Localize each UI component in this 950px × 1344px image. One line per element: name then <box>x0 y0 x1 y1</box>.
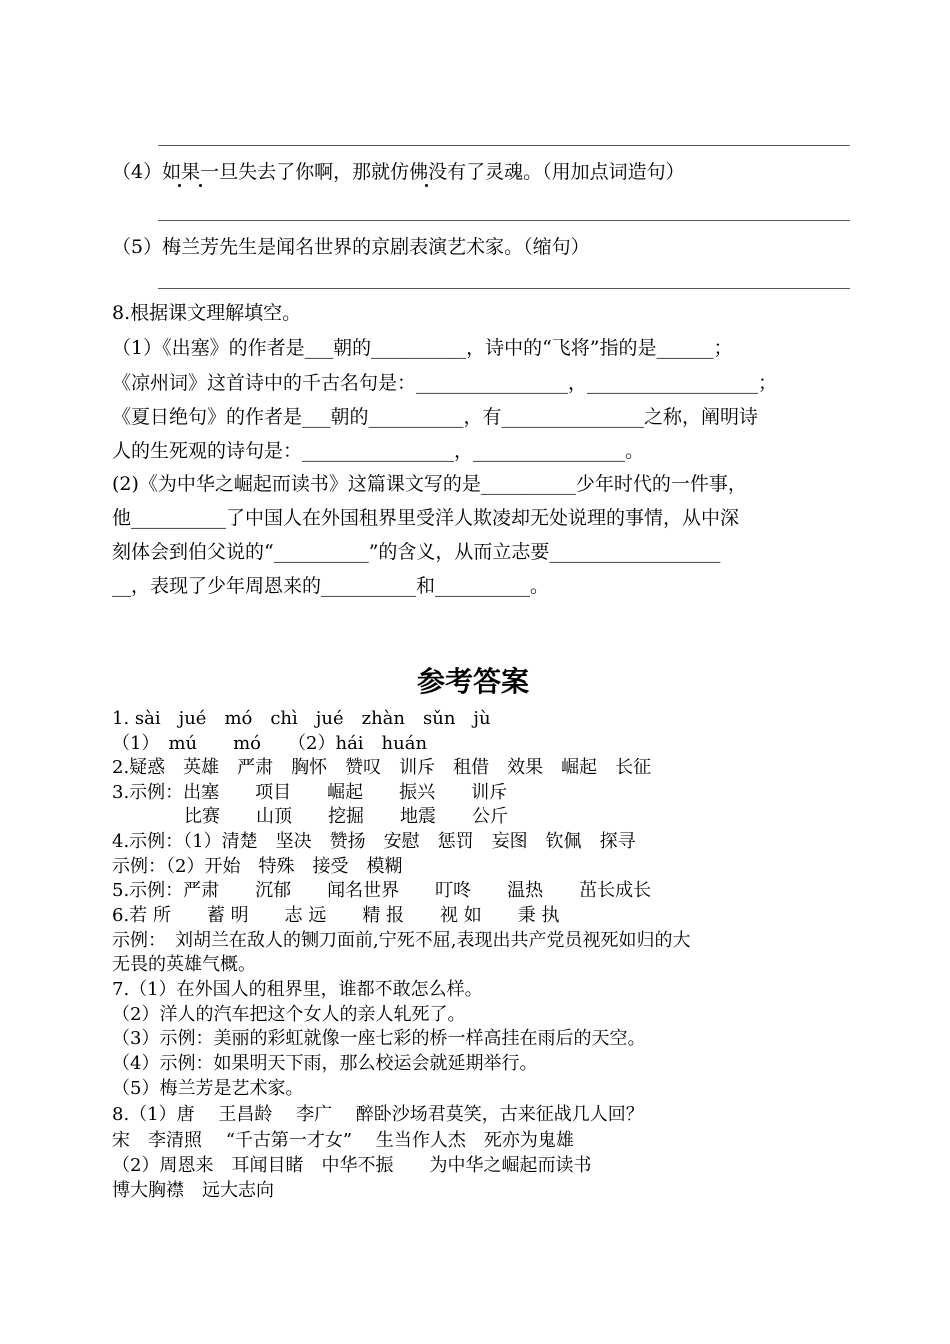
answer-line: 示例：（2）开始 特殊 接受 模糊 <box>112 856 403 877</box>
answer-line: 7.（1）在外国人的租界里，谁都不敢怎么样。 <box>112 979 483 1000</box>
answer-line: 无畏的英雄气概。 <box>112 954 256 975</box>
answer-line: （3）示例：美丽的彩虹就像一座七彩的桥一样高挂在雨后的天空。 <box>112 1028 646 1049</box>
question-8-line: 《凉州词》这首诗中的千古名句是：________________，__________________； <box>112 372 778 394</box>
question-8-line: __，表现了少年周恩来的__________和__________。 <box>112 575 550 597</box>
answer-line: 3.示例：出塞 项目 崛起 振兴 训斥 <box>112 782 508 803</box>
answer-line: （4）示例：如果明天下雨，那么校运会就延期举行。 <box>112 1053 538 1074</box>
answer-line-7-3[interactable] <box>158 145 850 146</box>
answer-line: 5.示例：严肃 沉郁 闻名世界 叮咚 温热 茁长成长 <box>112 880 652 901</box>
question-7-4: （4）如果一旦失去了你啊，那就仿佛没有了灵魂。（用加点词造句） <box>112 161 685 183</box>
answer-line: 4.示例：（1）清楚 坚决 赞扬 安慰 惩罚 妄图 钦佩 探寻 <box>112 831 636 852</box>
answer-line: （1） mú mó （2）hái huán <box>112 733 428 754</box>
emphasis-dot <box>425 184 428 187</box>
answer-line: 8.（1）唐 王昌龄 李广 醉卧沙场君莫笑，古来征战几人回？ <box>112 1104 644 1125</box>
answer-line: 2.疑惑 英雄 严肃 胸怀 赞叹 训斥 租借 效果 崛起 长征 <box>112 757 652 778</box>
answer-line: 博大胸襟 远大志向 <box>112 1180 274 1201</box>
question-8-line: 他__________了中国人在外国租界里受洋人欺凌却无处说理的事情，从中深 <box>112 507 740 529</box>
question-7-5: （5）梅兰芳先生是闻名世界的京剧表演艺术家。（缩句） <box>112 236 590 258</box>
question-8-title: 8.根据课文理解填空。 <box>112 302 302 324</box>
answer-line: （5）梅兰芳是艺术家。 <box>112 1078 304 1099</box>
answer-line: 宋 李清照 “千古第一才女” 生当作人杰 死亦为鬼雄 <box>112 1130 574 1151</box>
question-8-line: (2)《为中华之崛起而读书》这篇课文写的是__________少年时代的一件事， <box>112 473 747 495</box>
question-8-line: 《夏日绝句》的作者是___朝的__________，有_______________之称，阐明诗 <box>112 406 759 428</box>
emphasis-dot <box>199 184 202 187</box>
answer-line: （2）周恩来 耳闻目睹 中华不振 为中华之崛起而读书 <box>112 1155 592 1176</box>
answer-line-7-4[interactable] <box>158 220 850 221</box>
answer-line: （2）洋人的汽车把这个女人的亲人轧死了。 <box>112 1004 466 1025</box>
answer-line: 1. sài jué mó chì jué zhàn sǔn jù <box>112 708 491 729</box>
answer-line: 示例： 刘胡兰在敌人的铡刀面前,宁死不屈,表现出共产党员视死如归的大 <box>112 930 691 951</box>
answer-line-7-5[interactable] <box>158 288 850 289</box>
question-8-line: （1）《出塞》的作者是___朝的__________，诗中的“飞将”指的是______； <box>112 337 733 359</box>
answers-title: 参考答案 <box>417 665 530 698</box>
question-8-line: 刻体会到伯父说的“__________”的含义，从而立志要__________________ <box>112 541 721 563</box>
emphasis-dot <box>178 184 181 187</box>
question-8-line: 人的生死观的诗句是：________________，________________。 <box>112 440 645 462</box>
answer-line: 6.若 所 蓄 明 志 远 精 报 视 如 秉 执 <box>112 905 560 926</box>
answer-line: 比赛 山顶 挖掘 地震 公斤 <box>112 806 508 827</box>
